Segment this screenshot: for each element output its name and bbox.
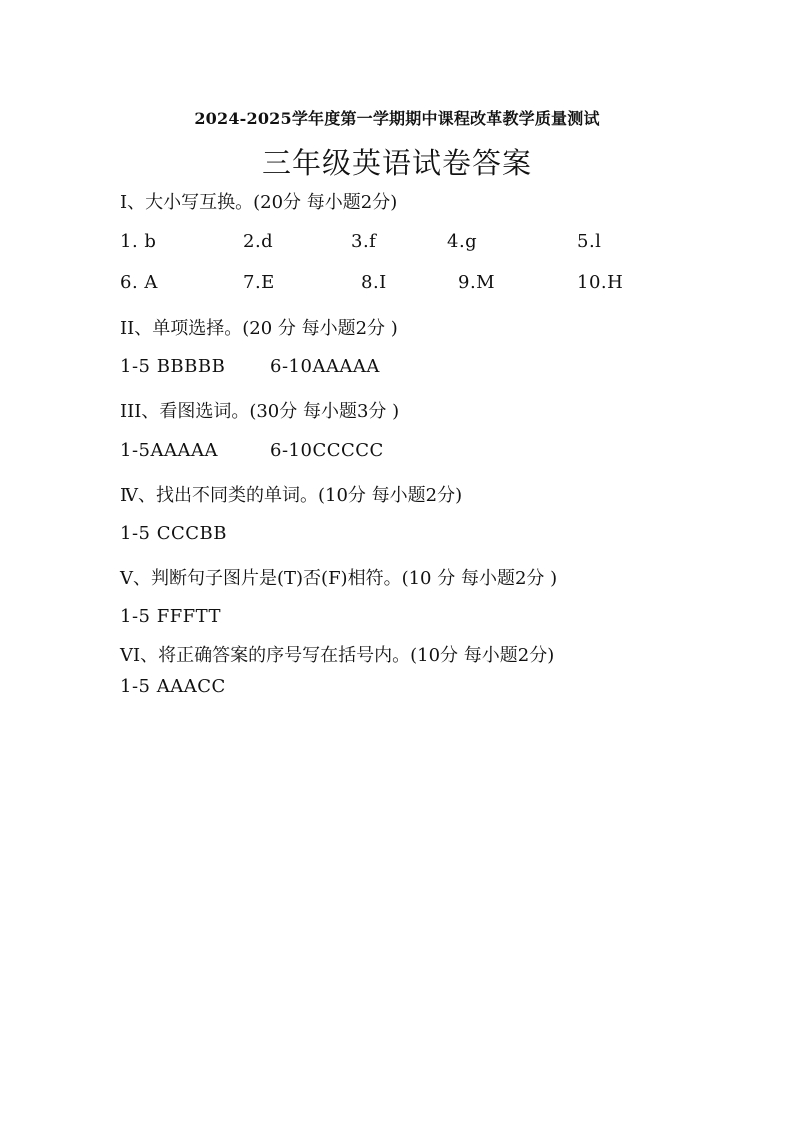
answer-cell: 7.E [243, 272, 275, 293]
answer-cell: 10.H [577, 272, 624, 293]
answer-cell: 3.f [351, 231, 377, 252]
answer-line: 6-10AAAAA [270, 356, 380, 377]
exam-subtitle: 2024-2025学年度第一学期期中课程改革教学质量测试 [194, 109, 600, 128]
answer-line: 1-5 FFFTT [120, 606, 222, 627]
answer-line: 1-5 AAACC [120, 676, 226, 697]
exam-title: 三年级英语试卷答案 [261, 146, 532, 180]
answer-cell: 6. A [120, 272, 158, 293]
section-4-heading: Ⅳ、找出不同类的单词。(10分 每小题2分) [120, 485, 463, 506]
section-5-heading: Ⅴ、判断句子图片是(T)否(F)相符。(10 分 每小题2分 ) [120, 568, 558, 589]
section-3-heading: III、看图选词。(30分 每小题3分 ) [120, 401, 400, 422]
answer-cell: 1. b [120, 231, 157, 252]
answer-cell: 4.g [447, 231, 478, 252]
answer-cell: 8.I [361, 272, 387, 293]
answer-line: 1-5 CCCBB [120, 523, 227, 544]
section-6-heading: VI、将正确答案的序号写在括号内。(10分 每小题2分) [120, 645, 555, 666]
section-1-heading: I、大小写互换。(20分 每小题2分) [120, 192, 398, 213]
section-2-heading: II、单项选择。(20 分 每小题2分 ) [120, 318, 398, 339]
answer-line: 6-10CCCCC [270, 440, 384, 461]
answer-cell: 9.M [458, 272, 496, 293]
answer-cell: 2.d [243, 231, 274, 252]
answer-cell: 5.l [577, 231, 602, 252]
answer-line: 1-5 BBBBB [120, 356, 226, 377]
answer-line: 1-5AAAAA [120, 440, 218, 461]
